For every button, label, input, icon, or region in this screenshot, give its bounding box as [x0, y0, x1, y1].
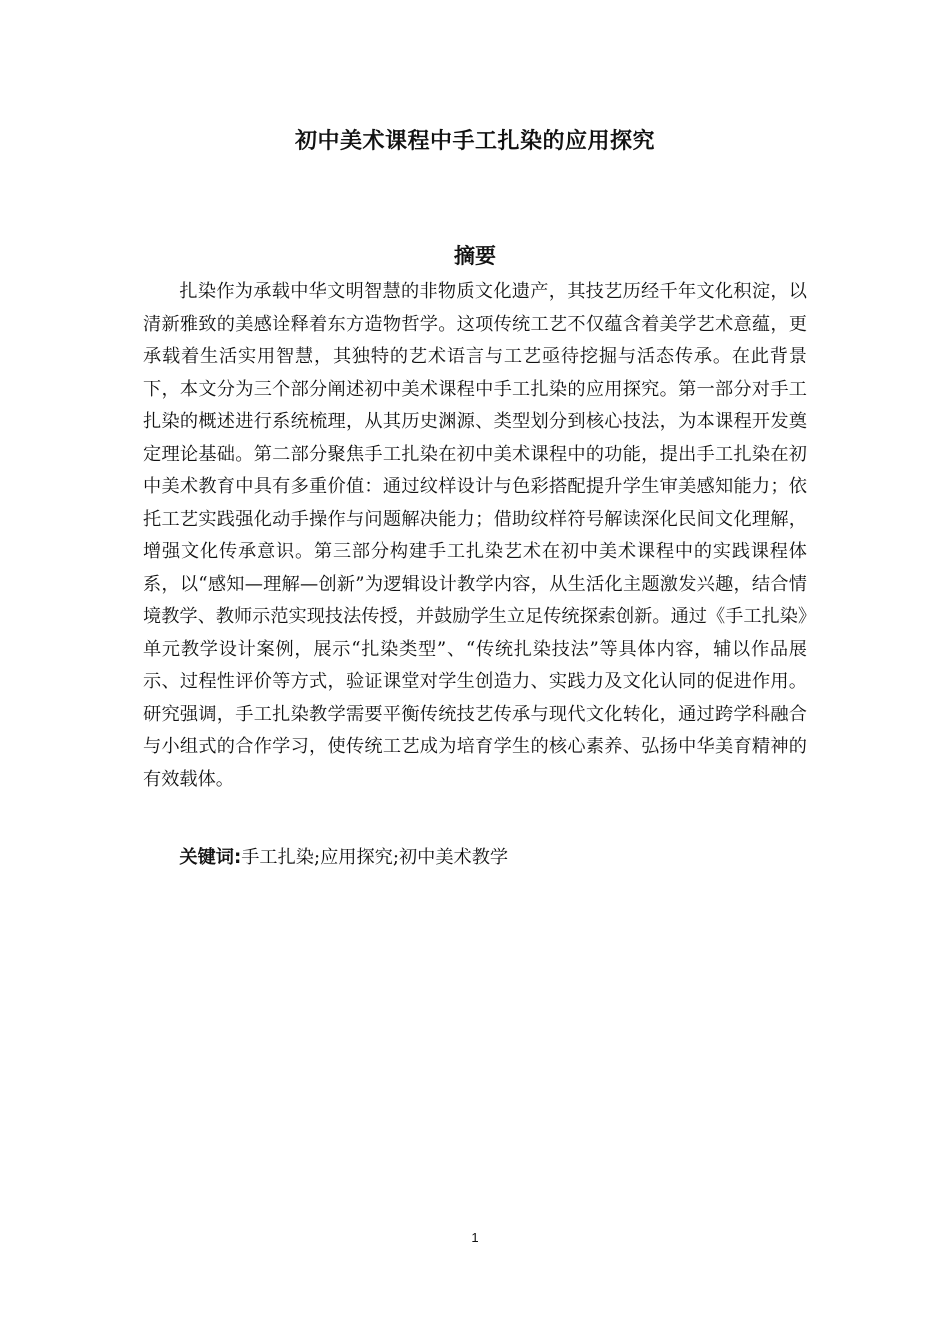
abstract-heading: 摘要 [454, 244, 496, 268]
keywords-line [143, 842, 807, 875]
abstract-paragraph: 扎染作为承载中华文明智慧的非物质文化遗产，其技艺历经千年文化积淀，以清新雅致的美感诠释着东方造物哲学。这项传统工艺不仅蕴含着美学艺术意蕴，更承载着生活实用智慧，其独特的艺术语言与工艺亟待挖掘与活态传承。在此背景下，本文分为三个部分阐述初中美术课程中手工扎染的应用探究。第一部分对手工扎染的概述进行系统梳理，从其历史渊源、类型划分到核心技法，为本课程开发奠定理论基础。第二部分聚焦手工扎染在初中美术课程中的功能，提出手工扎染在初中美术教育中具有多重价值：通过纹样设计与色彩搭配提升学生审美感知能力；依托工艺实践强化动手操作与问题解决能力；借助纹样符号解读深化民间文化理解，增强文化传承意识。第三部分构建手工扎染艺术在初中美术课程中的实践课程体系，以“感知—理解—创新”为逻辑设计教学内容，从生活化主题激发兴趣，结合情境教学、教师示范实现技法传授，并鼓励学生立足传统探索创新。通过《手工扎染》单元教学设计案例，展示“扎染类型”、“传统扎染技法”等具体内容，辅以作品展示、过程性评价等方式，验证课堂对学生创造力、实践力及文化认同的促进作用。研究强调，手工扎染教学需要平衡传统技艺传承与现代文化转化，通过跨学科融合与小组式的合作学习，使传统工艺成为培育学生的核心素养、弘扬中华美育精神的有效载体。 [143, 281, 807, 790]
page-number: 1 [471, 1230, 479, 1245]
keywords-label: 关键词: [179, 847, 242, 868]
keywords-value: 手工扎染;应用探究;初中美术教学 [241, 847, 509, 868]
page-title: 初中美术课程中手工扎染的应用探究 [294, 129, 655, 154]
